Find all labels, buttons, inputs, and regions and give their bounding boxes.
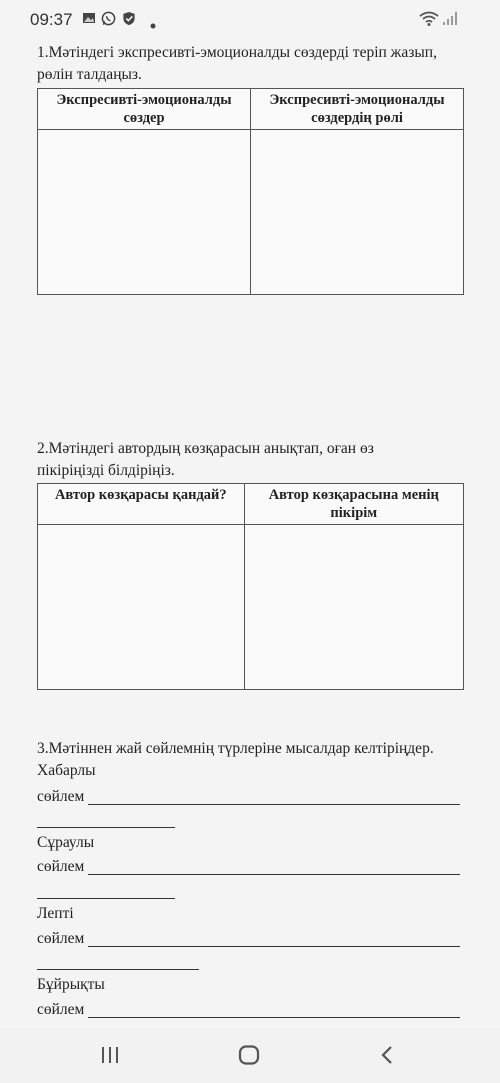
- answer-line[interactable]: [88, 946, 460, 947]
- home-icon[interactable]: [238, 1045, 260, 1070]
- back-icon[interactable]: [380, 1045, 394, 1070]
- sentence-word: сөйлем: [37, 858, 85, 875]
- question-2: [37, 438, 467, 482]
- status-time: 09:37: [30, 10, 73, 29]
- table-2-cell-2[interactable]: [244, 525, 463, 690]
- question-1-line2: рөлін талдаңыз.: [37, 66, 142, 83]
- sentence-type-name: Бұйрықты: [37, 976, 105, 993]
- answer-line[interactable]: [88, 874, 460, 875]
- table-2-cell-1[interactable]: [38, 525, 245, 690]
- recent-apps-icon[interactable]: [100, 1046, 120, 1069]
- question-2-line2: пікіріңізді білдіріңіз.: [37, 462, 175, 479]
- table-1-header-2: Экспресивті-эмоционалды сөздердің рөлі: [251, 89, 464, 130]
- answer-line[interactable]: [88, 804, 460, 805]
- table-1-cell-1[interactable]: [38, 130, 251, 295]
- sentence-word: сөйлем: [37, 1001, 85, 1018]
- whatsapp-icon: [101, 11, 116, 31]
- sentence-word: сөйлем: [37, 930, 85, 947]
- table-1-header-1: Экспресивті-эмоционалды сөздер: [38, 89, 251, 130]
- dot-icon: [150, 16, 156, 34]
- question-3: 3.Мәтіннен жай сөйлемнің түрлеріне мысалдар келтіріңдер.: [37, 740, 434, 757]
- sentence-word: сөйлем: [37, 788, 85, 805]
- image-icon: [82, 11, 96, 30]
- sentence-type-name: Сұраулы: [37, 834, 95, 851]
- table-1: [37, 88, 464, 295]
- signal-icon: [442, 10, 460, 31]
- question-2-line1: 2.Мәтіндегі автордың көзқарасын анықтап, оған өз: [37, 440, 374, 457]
- answer-line[interactable]: [37, 827, 175, 828]
- table-2-header-1: Автор көзқарасы қандай?: [38, 484, 245, 525]
- question-1: [37, 42, 467, 86]
- sentence-type-name: Лепті: [37, 905, 74, 922]
- status-bar: [0, 0, 500, 36]
- sentence-type-name: Хабарлы: [37, 762, 96, 779]
- answer-line[interactable]: [88, 1017, 460, 1018]
- wifi-icon: [419, 10, 439, 31]
- answer-line[interactable]: [37, 969, 199, 970]
- navigation-bar: [0, 1028, 500, 1083]
- table-1-cell-2[interactable]: [251, 130, 464, 295]
- shield-icon: [122, 11, 136, 31]
- table-2-header-2: Автор көзқарасына менің пікірім: [244, 484, 463, 525]
- question-1-line1: 1.Мәтіндегі экспресивті-эмоционалды сөздерді теріп жазып,: [37, 44, 437, 61]
- table-2: [37, 483, 464, 690]
- answer-line[interactable]: [37, 898, 175, 899]
